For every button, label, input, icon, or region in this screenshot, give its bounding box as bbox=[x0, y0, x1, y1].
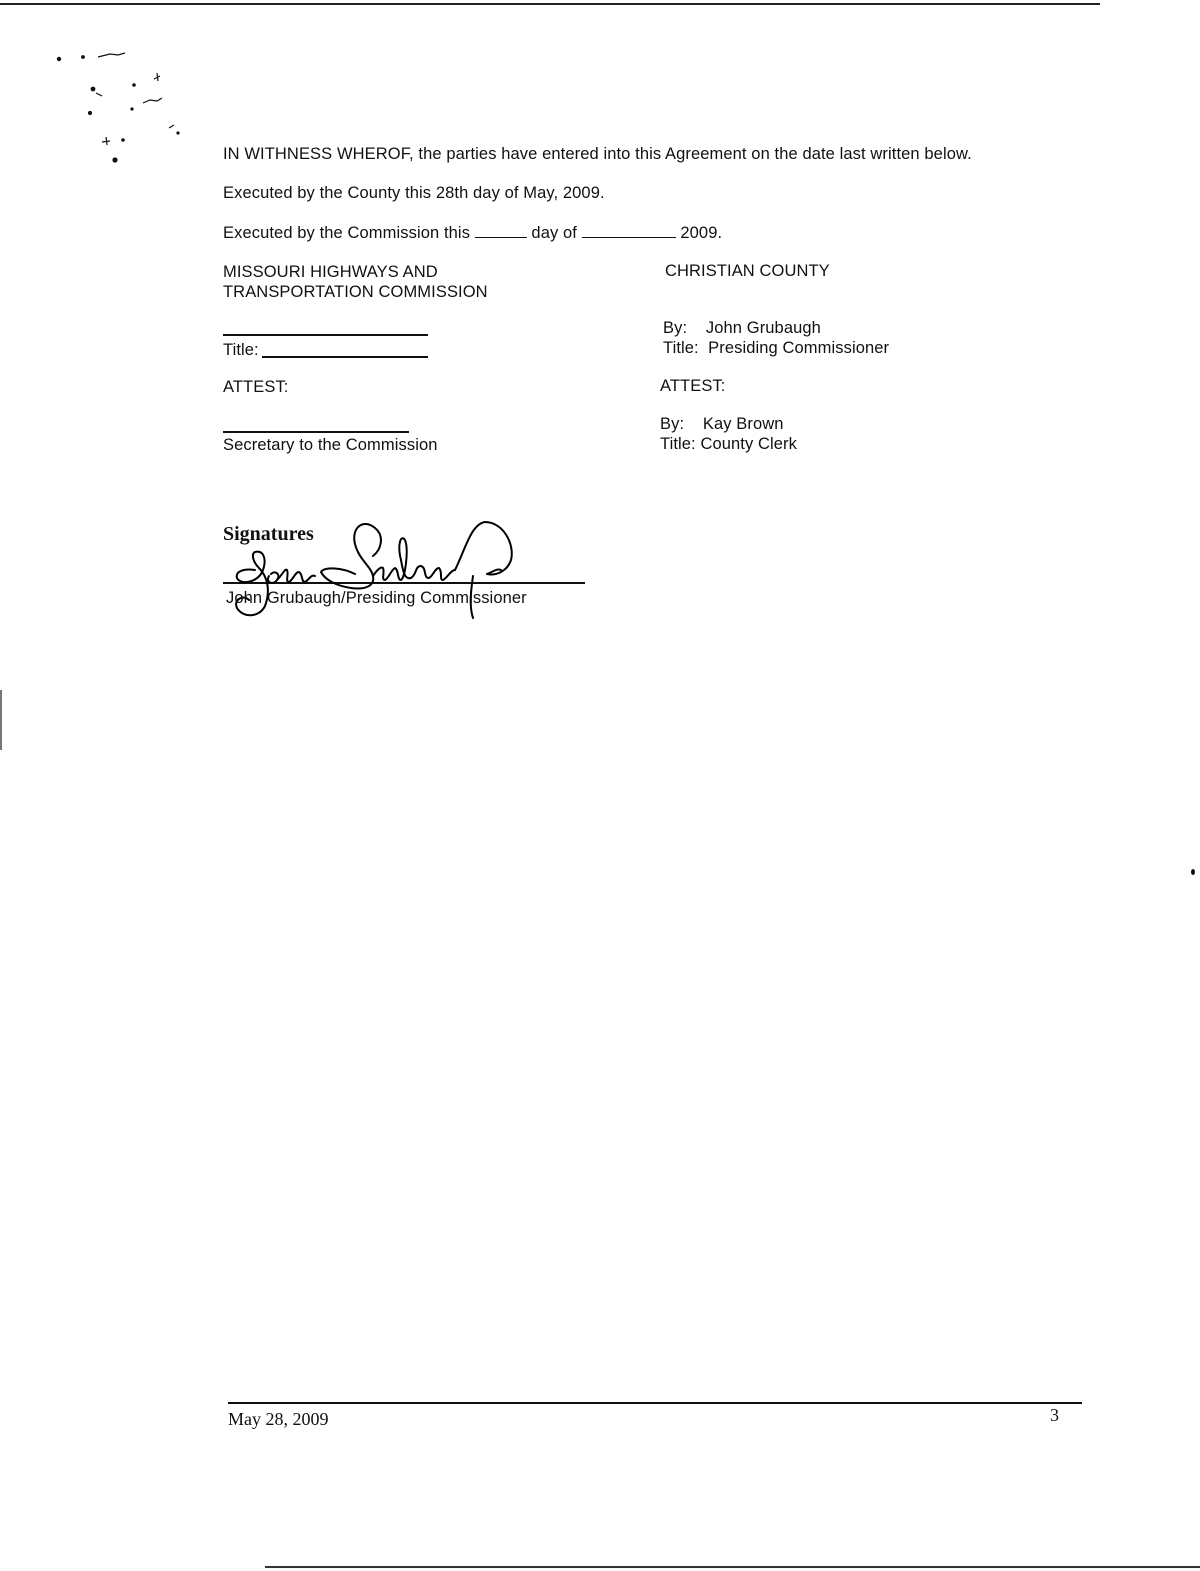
commission-attest-label: ATTEST: bbox=[223, 378, 289, 396]
scan-speck-right bbox=[1190, 868, 1196, 876]
executed-by-commission bbox=[223, 223, 722, 243]
clerk-by-label: By: bbox=[660, 415, 685, 433]
page-number: 3 bbox=[1050, 1405, 1059, 1425]
executed-commission-prefix: Executed by the Commission this bbox=[223, 224, 471, 242]
county-by-label: By: bbox=[663, 319, 688, 337]
clerk-title-label: Title: bbox=[660, 435, 696, 453]
scan-bottom-edge bbox=[265, 1566, 1200, 1568]
county-title-line bbox=[663, 338, 889, 358]
commission-name-line2: TRANSPORTATION COMMISSION bbox=[223, 283, 488, 301]
signature-caption: John Grubaugh/Presiding Commissioner bbox=[226, 589, 527, 607]
executed-commission-middle: day of bbox=[531, 224, 577, 242]
handwritten-signature bbox=[225, 510, 525, 625]
executed-by-county: Executed by the County this 28th day of May, 2009. bbox=[223, 184, 605, 202]
clerk-by-name: Kay Brown bbox=[702, 415, 784, 433]
scan-left-edge-mark bbox=[0, 690, 2, 750]
commission-title-field bbox=[223, 340, 259, 360]
county-title-value: Presiding Commissioner bbox=[708, 339, 890, 357]
scan-top-edge bbox=[0, 3, 1100, 5]
footer-rule bbox=[228, 1402, 1082, 1404]
secretary-label: Secretary to the Commission bbox=[223, 436, 438, 454]
footer-date: May 28, 2009 bbox=[228, 1409, 329, 1429]
commission-day-blank bbox=[475, 223, 527, 238]
county-by-line bbox=[663, 318, 821, 338]
county-name: CHRISTIAN COUNTY bbox=[665, 262, 830, 280]
commission-name-line1: MISSOURI HIGHWAYS AND bbox=[223, 263, 438, 281]
commission-title-label: Title: bbox=[223, 341, 259, 359]
clerk-title-value: County Clerk bbox=[700, 435, 798, 453]
signatures-heading: Signatures bbox=[223, 523, 314, 545]
county-attest-label: ATTEST: bbox=[660, 377, 726, 395]
commission-signature-line bbox=[223, 334, 428, 336]
witness-clause: IN WITHNESS WHEROF, the parties have entered into this Agreement on the date last written below. bbox=[223, 145, 972, 163]
clerk-title-line bbox=[660, 434, 797, 454]
commission-title-line bbox=[262, 356, 428, 358]
commission-month-blank bbox=[582, 223, 676, 238]
county-by-name: John Grubaugh bbox=[705, 319, 821, 337]
clerk-by-line bbox=[660, 414, 784, 434]
county-title-label: Title: bbox=[663, 339, 699, 357]
executed-commission-suffix: 2009. bbox=[680, 224, 723, 242]
scan-specks bbox=[50, 45, 210, 175]
secretary-signature-line bbox=[223, 431, 409, 433]
